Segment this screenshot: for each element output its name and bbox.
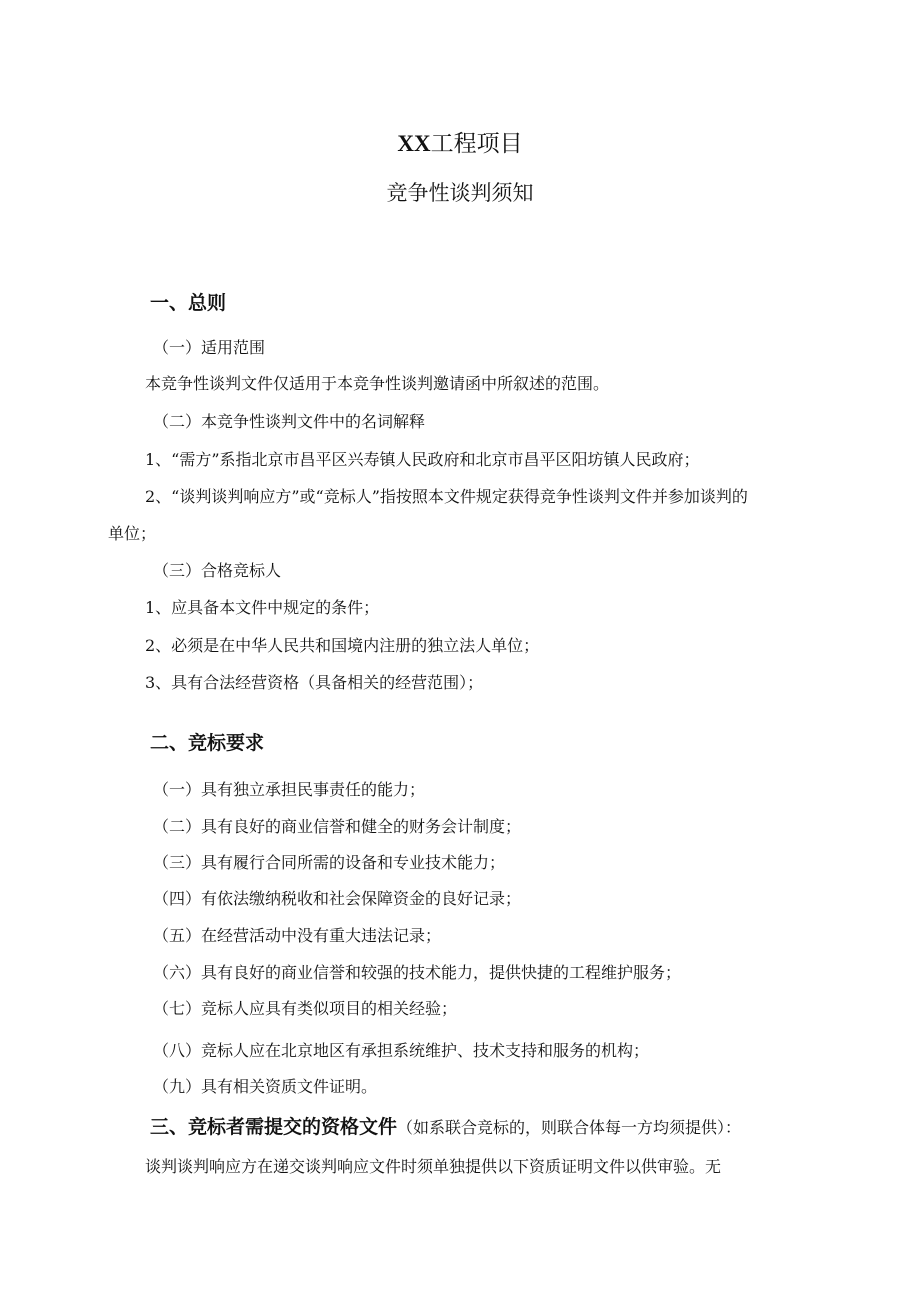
requirement-item: （六）具有良好的商业信誉和较强的技术能力，提供快捷的工程维护服务； — [153, 963, 682, 982]
qualification-1: 1、应具备本文件中规定的条件； — [145, 598, 380, 617]
requirement-item: （三）具有履行合同所需的设备和专业技术能力； — [153, 853, 506, 872]
paragraph-scope: 本竞争性谈判文件仅适用于本竞争性谈判邀请函中所叙述的范围。 — [145, 374, 610, 393]
requirement-item: （八）竞标人应在北京地区有承担系统维护、技术支持和服务的机构； — [153, 1041, 650, 1060]
definition-1: 1、“需方”系指北京市昌平区兴寿镇人民政府和北京市昌平区阳坊镇人民政府； — [145, 450, 700, 469]
section-1-heading: 一、总则 — [150, 292, 227, 314]
requirement-item: （二）具有良好的商业信誉和健全的财务会计制度； — [153, 817, 522, 836]
section-3-note: （如系联合竞标的，则联合体每一方均须提供）： — [397, 1118, 742, 1137]
section-3-heading — [150, 1115, 741, 1140]
requirement-item: （七）竞标人应具有类似项目的相关经验； — [153, 999, 458, 1018]
document-title — [0, 130, 920, 158]
subheading-definitions: （二）本竞争性谈判文件中的名词解释 — [153, 412, 426, 431]
definition-2: 2、“谈判谈判响应方”或“竞标人”指按照本文件规定获得竞争性谈判文件并参加谈判的 — [145, 487, 748, 506]
requirement-item: （九）具有相关资质文件证明。 — [153, 1077, 378, 1096]
section-2-heading: 二、竞标要求 — [150, 732, 265, 754]
requirement-item: （五）在经营活动中没有重大违法记录； — [153, 926, 442, 945]
title-prefix: XX — [397, 131, 431, 156]
document-subtitle: 竞争性谈判须知 — [386, 181, 534, 205]
subheading-scope: （一）适用范围 — [153, 338, 266, 357]
section-3-title: 三、竞标者需提交的资格文件 — [150, 1116, 398, 1138]
qualification-2: 2、必须是在中华人民共和国境内注册的独立法人单位； — [145, 636, 540, 655]
qualification-3: 3、具有合法经营资格（具备相关的经营范围）； — [145, 673, 484, 692]
title-text: 工程项目 — [430, 131, 523, 157]
definition-2-continuation: 单位； — [108, 524, 157, 543]
requirement-item: （一）具有独立承担民事责任的能力； — [153, 780, 426, 799]
requirement-item: （四）有依法缴纳税收和社会保障资金的良好记录； — [153, 889, 522, 908]
paragraph-documents: 谈判谈判响应方在递交谈判响应文件时须单独提供以下资质证明文件以供审验。无 — [145, 1157, 722, 1176]
subheading-qualified-bidder: （三）合格竞标人 — [153, 561, 282, 580]
